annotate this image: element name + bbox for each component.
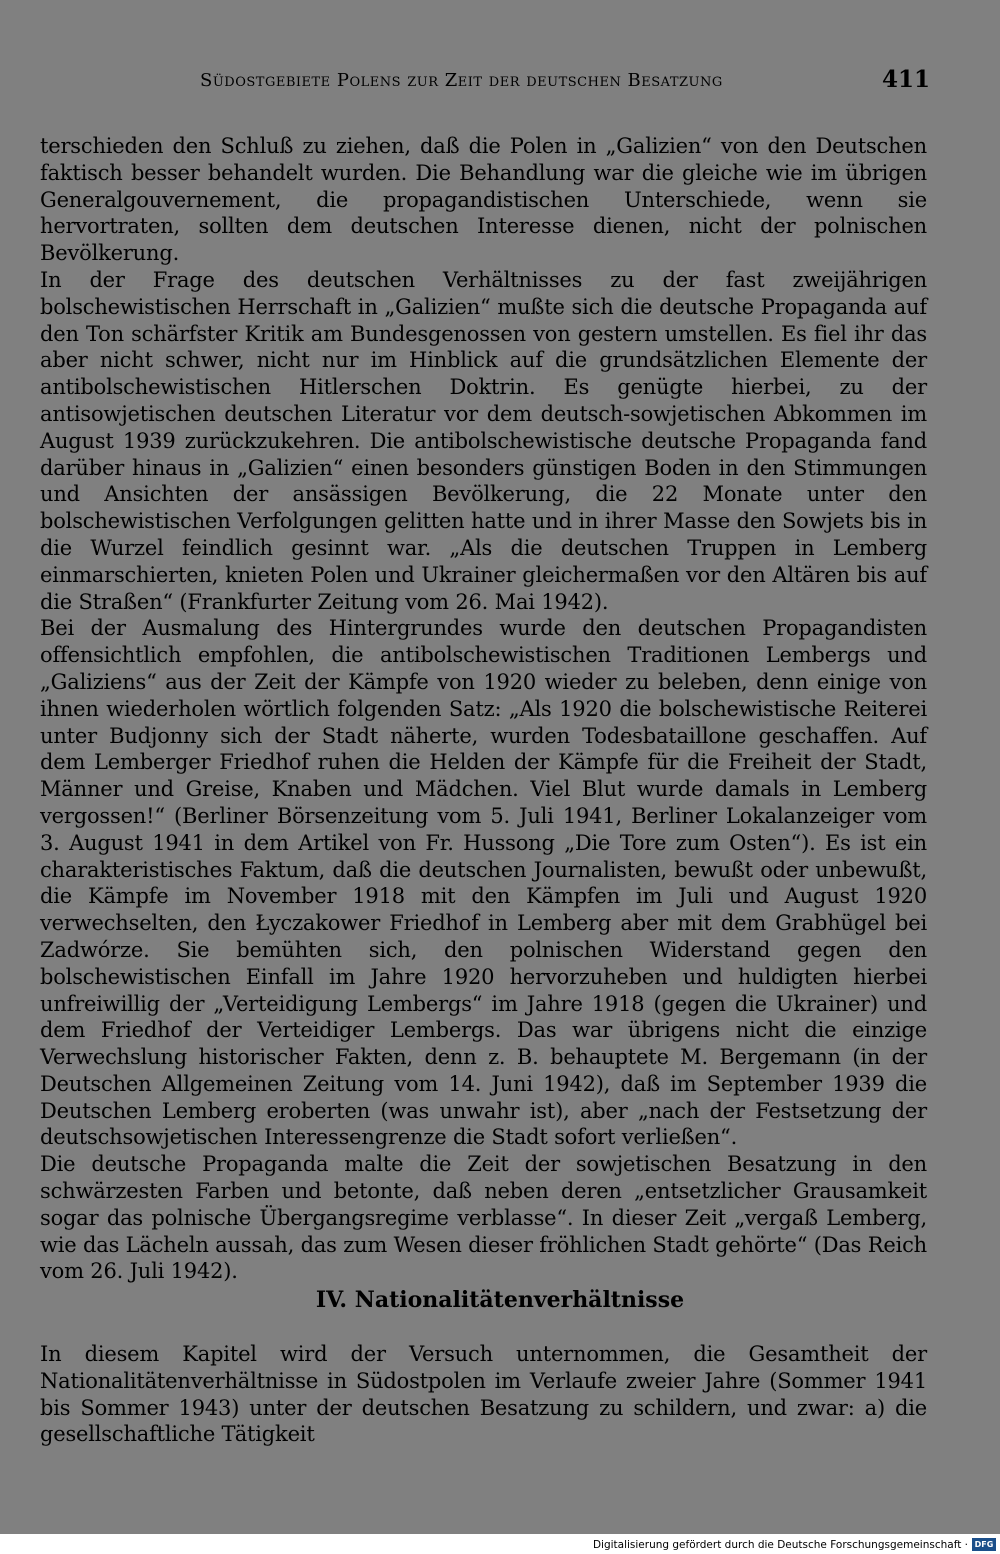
running-head: Südostgebiete Polens zur Zeit der deutschen Besatzung (200, 70, 723, 91)
paragraph: In diesem Kapitel wird der Versuch unternommen, die Gesamtheit der Nationalitätenverhältnisse in Südostpolen im Verlaufe zweier Jahre (Sommer 1941 bis Sommer 1943) unter der deutschen Besatzung zu schildern, und zwar: a) die gesellschaftliche Tätigkeit (40, 1342, 927, 1447)
section-heading: IV. Nationalitätenverhältnisse (315, 1287, 685, 1313)
footer-bar (0, 1534, 1000, 1554)
dfg-logo: DFG (972, 1538, 996, 1551)
funding-note: Digitalisierung gefördert durch die Deutsche Forschungsgemeinschaft · (592, 1539, 968, 1551)
page-number: 411 (881, 66, 930, 93)
paragraph: Die deutsche Propaganda malte die Zeit der sowjetischen Besatzung in den schwärzesten Farben und betonte, daß neben deren „entsetzlicher Grausamkeit sogar das polnische Übergangsregime verblasse“. In dieser Zeit „vergaß Lemberg, wie das Lächeln aussah, das zum Wesen dieser fröhlichen Stadt gehörte“ (Das Reich vom 26. Juli 1942). (40, 1152, 927, 1284)
paragraph: Bei der Ausmalung des Hintergrundes wurde den deutschen Propagandisten offensichtlich empfohlen, die antibolschewistischen Traditionen Lembergs und „Galiziens“ aus der Zeit der Kämpfe von 1920 wieder zu beleben, denn einige von ihnen wiederholen wörtlich folgenden Satz: „Als 1920 die bolschewistische Reiterei unter Budjonny sich der Stadt näherte, wurden Todesbataillone geschaffen. Auf dem Lemberger Friedhof ruhen die Helden der Kämpfe für die Freiheit der Stadt, Männer und Greise, Knaben und Mädchen. Viel Blut wurde damals in Lemberg vergossen!“ (Berliner Börsenzeitung vom 5. Juli 1941, Berliner Lokalanzeiger vom 3. August 1941 in dem Artikel von Fr. Hussong „Die Tore zum Osten“). Es ist ein charakteristisches Faktum, daß die deutschen Journalisten, bewußt oder unbewußt, die Kämpfe im November 1918 mit den Kämpfen im Juli und August 1920 verwechselten, den Łyczakower Friedhof in Lemberg aber mit dem Grabhügel bei Zadwórze. Sie bemühten sich, den polnischen Widerstand gegen den bolschewistischen Einfall im Jahre 1920 hervorzuheben und huldigten hierbei unfreiwillig der „Verteidigung Lembergs“ im Jahre 1918 (gegen die Ukrainer) und dem Friedhof der Verteidiger Lembergs. Das war übrigens nicht die einzige Verwechslung historischer Fakten, denn z. B. behauptete M. Bergemann (in der Deutschen Allgemeinen Zeitung vom 14. Juni 1942), daß im September 1939 die Deutschen Lemberg eroberten (was unwahr ist), aber „nach der Festsetzung der deutschsowjetischen Interessengrenze die Stadt sofort verließen“. (40, 616, 927, 1150)
paragraph: terschieden den Schluß zu ziehen, daß die Polen in „Galizien“ von den Deutschen faktisch besser behandelt wurden. Die Behandlung war die gleiche wie im übrigen Generalgouvernement, die propagandistischen Unterschiede, wenn sie hervortraten, sollten dem deutschen Interesse dienen, nicht der polnischen Bevölkerung. (40, 134, 927, 266)
chapter-intro (40, 1341, 927, 1448)
page-header (200, 66, 930, 104)
body-text (40, 133, 927, 1285)
paragraph: In der Frage des deutschen Verhältnisses zu der fast zweijährigen bolschewistischen Herrschaft in „Galizien“ mußte sich die deutsche Propaganda auf den Ton schärfster Kritik am Bundesgenossen von gestern umstellen. Es fiel ihr das aber nicht schwer, nicht nur im Hinblick auf die grundsätzlichen Elemente der antibolschewistischen Hitlerschen Doktrin. Es genügte hierbei, zu der antisowjetischen deutschen Literatur vor dem deutsch-sowjetischen Abkommen im August 1939 zurückzukehren. Die antibolschewistische deutsche Propaganda fand darüber hinaus in „Galizien“ einen besonders günstigen Boden in den Stimmungen und Ansichten der ansässigen Bevölkerung, die 22 Monate unter den bolschewistischen Verfolgungen gelitten hatte und in ihrer Masse den Sowjets bis in die Wurzel feindlich gesinnt war. „Als die deutschen Truppen in Lemberg einmarschierten, knieten Polen und Ukrainer gleichermaßen vor den Altären bis auf die Straßen“ (Frankfurter Zeitung vom 26. Mai 1942). (40, 267, 927, 614)
